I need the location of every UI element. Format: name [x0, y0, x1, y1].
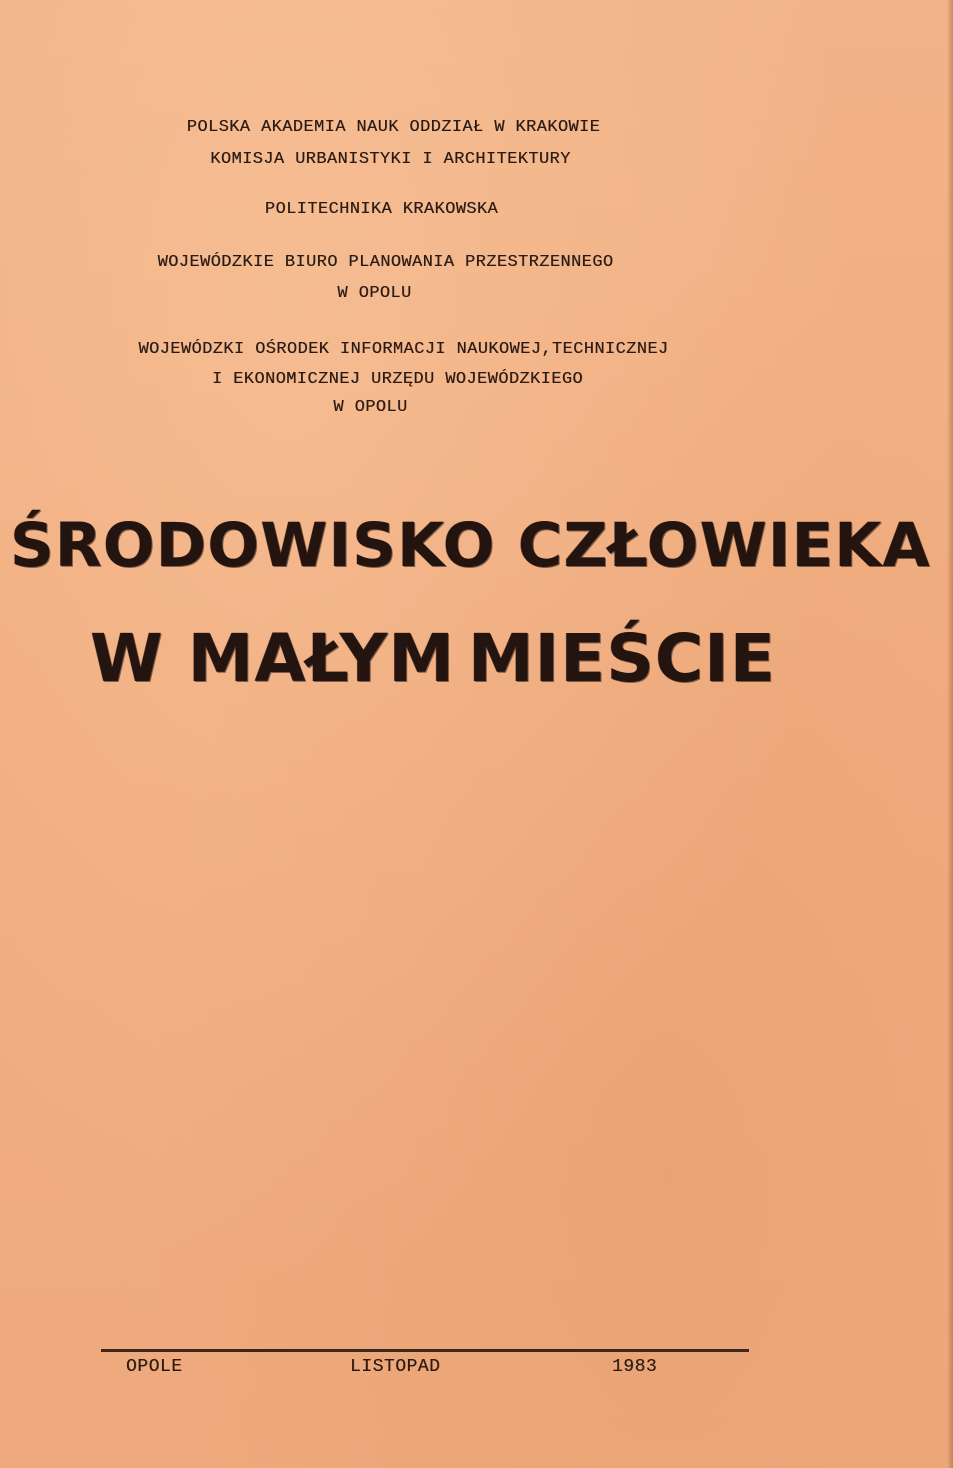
footer-year: 1983: [612, 1357, 658, 1377]
institution-wbpp-line1: WOJEWÓDZKIE BIURO PLANOWANIA PRZESTRZENNEGO: [157, 253, 614, 272]
footer-rule: [101, 1349, 749, 1352]
institution-wbpp-line2: W OPOLU: [337, 284, 412, 303]
institution-wointe-line3: W OPOLU: [333, 398, 408, 417]
institution-wointe-line1: WOJEWÓDZKI OŚRODEK INFORMACJI NAUKOWEJ,TECHNICZNEJ: [138, 340, 669, 359]
page-edge-shadow: [947, 0, 953, 1468]
document-title-line2-part2: MIEŚCIE: [468, 620, 776, 697]
institution-politechnika: POLITECHNIKA KRAKOWSKA: [264, 200, 499, 219]
footer-place: OPOLE: [126, 1357, 183, 1377]
document-title-line1: ŚRODOWISKO CZŁOWIEKA: [10, 510, 931, 581]
document-title-line2-part1: W MAŁYM: [90, 620, 456, 697]
footer-month: LISTOPAD: [350, 1357, 441, 1377]
institution-wointe-line2: I EKONOMICZNEJ URZĘDU WOJEWÓDZKIEGO: [211, 370, 584, 389]
institution-pan-line2: KOMISJA URBANISTYKI I ARCHITEKTURY: [210, 150, 571, 169]
institution-pan-line1: POLSKA AKADEMIA NAUK ODDZIAŁ W KRAKOWIE: [186, 118, 601, 137]
